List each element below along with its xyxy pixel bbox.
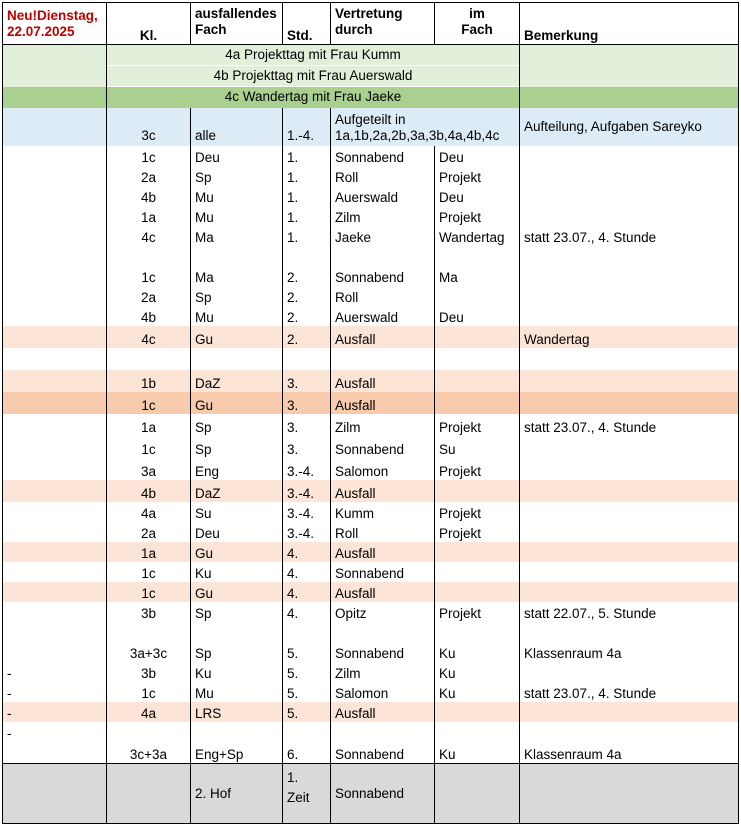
table-row [3,414,739,436]
row-substitute: Kumm [331,502,435,522]
row-hour [283,348,331,370]
row-subject: Mu [191,206,283,226]
row-note [520,246,739,266]
row-substitute: Ausfall [331,702,435,722]
row-hour: 2. [283,286,331,306]
split-substitute [331,108,520,146]
row-subject: Sp [191,414,283,436]
row-substitute: Roll [331,522,435,542]
row-substitute: Sonnabend [331,436,435,458]
row-hour: 1. [283,186,331,206]
table-row [3,522,739,542]
table-row [3,436,739,458]
row-in-subject: Deu [435,186,520,206]
row-note [520,502,739,522]
date-cell [3,3,107,45]
row-class: 4b [107,306,191,326]
row-note [520,480,739,502]
header-subject-line-1: ausfallendes [195,6,277,21]
row-note: statt 23.07., 4. Stunde [520,226,739,246]
row-pre [3,348,107,370]
row-hour: 2. [283,326,331,348]
row-note: Klassenraum 4a [520,742,739,764]
row-note [520,622,739,642]
row-hour [283,722,331,742]
banner-spacer-right [520,45,739,66]
row-pre [3,166,107,186]
row-in-subject: Ku [435,662,520,682]
row-subject: Sp [191,436,283,458]
row-hour [283,246,331,266]
row-class: 1a [107,414,191,436]
header-in-subject-line-2: Fach [461,22,493,37]
table-row [3,602,739,622]
row-hour: 5. [283,662,331,682]
table-row [3,480,739,502]
row-note [520,306,739,326]
banner-spacer-right [520,87,739,108]
row-substitute: Zilm [331,206,435,226]
row-pre [3,266,107,286]
row-note [520,348,739,370]
row-class: 3a+3c [107,642,191,662]
row-note [520,146,739,166]
table-row [3,392,739,414]
row-in-subject [435,392,520,414]
row-note [520,722,739,742]
row-substitute: Salomon [331,458,435,480]
row-pre [3,522,107,542]
row-subject: Gu [191,326,283,348]
row-subject [191,246,283,266]
row-substitute: Ausfall [331,480,435,502]
row-subject: Ma [191,266,283,286]
substitution-table [2,2,739,824]
row-substitute: Auerswald [331,186,435,206]
row-in-subject [435,622,520,642]
row-class: 4c [107,226,191,246]
banner-spacer-left [3,45,107,66]
row-class: 2a [107,166,191,186]
row-pre: - [3,702,107,722]
row-pre [3,502,107,522]
split-row [3,108,739,146]
header-subject [191,3,283,45]
row-hour: 3. [283,370,331,392]
row-note [520,582,739,602]
row-pre [3,414,107,436]
banner-spacer-left [3,87,107,108]
footer-hour-line-1: 1. [287,770,299,785]
banner-4c: 4c Wandertag mit Frau Jaeke [107,87,520,108]
row-in-subject: Deu [435,306,520,326]
row-class: 4b [107,186,191,206]
row-pre [3,146,107,166]
banner-4a: 4a Projekttag mit Frau Kumm [107,45,520,66]
row-class [107,722,191,742]
row-class: 1c [107,562,191,582]
row-class: 2a [107,286,191,306]
row-pre: - [3,682,107,702]
row-in-subject [435,542,520,562]
table-row [3,166,739,186]
row-class: 1c [107,146,191,166]
table-row [3,502,739,522]
banner-spacer-right [520,66,739,87]
row-note [520,662,739,682]
row-subject: Ku [191,662,283,682]
row-subject: Ku [191,562,283,582]
footer-substitute: Sonnabend [331,764,435,824]
row-substitute: Ausfall [331,392,435,414]
row-substitute: Sonnabend [331,642,435,662]
header-note: Bemerkung [520,3,739,45]
row-hour: 6. [283,742,331,764]
row-pre [3,458,107,480]
header-in-subject-line-1: im [469,6,485,21]
footer-subject: 2. Hof [191,764,283,824]
row-pre [3,542,107,562]
row-pre [3,622,107,642]
row-hour: 4. [283,602,331,622]
row-subject: Deu [191,146,283,166]
row-subject: Gu [191,582,283,602]
table-row [3,186,739,206]
footer-hour-line-2: Zeit [287,790,310,805]
row-in-subject: Projekt [435,206,520,226]
table-row [3,306,739,326]
banner-spacer-left [3,66,107,87]
date-line-2: 22.07.2025 [7,23,75,39]
row-hour: 1. [283,226,331,246]
row-substitute: Sonnabend [331,146,435,166]
row-class: 4a [107,702,191,722]
row-in-subject: Projekt [435,502,520,522]
row-subject: Mu [191,682,283,702]
row-note [520,206,739,226]
row-subject: Sp [191,286,283,306]
row-hour: 1. [283,166,331,186]
row-class: 4a [107,502,191,522]
header-substitute [331,3,435,45]
row-class: 3b [107,602,191,622]
row-subject: Sp [191,642,283,662]
row-substitute: Sonnabend [331,742,435,764]
row-substitute: Roll [331,286,435,306]
table-row [3,582,739,602]
row-class: 1c [107,392,191,414]
row-pre [3,306,107,326]
split-substitute-line-1: Aufgeteilt in [335,111,406,127]
banner-row [3,87,739,108]
row-note [520,702,739,722]
row-note: statt 22.07., 5. Stunde [520,602,739,622]
row-subject: Eng+Sp [191,742,283,764]
table-row [3,702,739,722]
row-pre [3,246,107,266]
row-pre [3,186,107,206]
row-class: 1b [107,370,191,392]
table-row [3,542,739,562]
row-substitute: Sonnabend [331,562,435,582]
row-note: Klassenraum 4a [520,642,739,662]
row-pre [3,226,107,246]
row-class: 1c [107,436,191,458]
footer-class [107,764,191,824]
row-class: 1a [107,542,191,562]
row-hour: 3.-4. [283,458,331,480]
header-substitute-line-2: durch [335,22,373,37]
footer-row [3,764,739,824]
row-substitute: Ausfall [331,326,435,348]
header-row [3,3,739,45]
banner-row [3,45,739,66]
row-hour: 5. [283,702,331,722]
row-hour: 1. [283,146,331,166]
footer-hour [283,764,331,824]
table-row [3,562,739,582]
row-substitute: Ausfall [331,370,435,392]
row-subject: Eng [191,458,283,480]
row-note [520,392,739,414]
row-substitute: Salomon [331,682,435,702]
row-subject: DaZ [191,370,283,392]
row-in-subject: Projekt [435,602,520,622]
table-row [3,742,739,764]
row-hour: 3.-4. [283,502,331,522]
table-row [3,622,739,642]
row-note [520,166,739,186]
row-in-subject: Ku [435,682,520,702]
row-note [520,370,739,392]
row-pre [3,436,107,458]
row-in-subject [435,480,520,502]
row-subject: Gu [191,542,283,562]
split-pre [3,108,107,146]
row-substitute [331,348,435,370]
date-line-1: Neu!Dienstag, [7,7,98,23]
row-subject: Deu [191,522,283,542]
row-hour: 3. [283,414,331,436]
row-subject: Mu [191,186,283,206]
row-pre [3,480,107,502]
banner-row [3,66,739,87]
row-hour: 4. [283,542,331,562]
row-class [107,622,191,642]
row-subject: Gu [191,392,283,414]
header-subject-line-2: Fach [195,22,227,37]
row-note [520,286,739,306]
table-row [3,642,739,662]
row-note [520,436,739,458]
row-note [520,522,739,542]
row-in-subject [435,722,520,742]
row-in-subject [435,370,520,392]
row-in-subject [435,702,520,722]
row-hour: 3.-4. [283,522,331,542]
banner-4b: 4b Projekttag mit Frau Auerswald [107,66,520,87]
row-subject [191,622,283,642]
row-in-subject [435,582,520,602]
row-substitute: Jaeke [331,226,435,246]
table-row [3,326,739,348]
row-hour: 2. [283,306,331,326]
row-class: 2a [107,522,191,542]
row-subject [191,722,283,742]
row-subject: Mu [191,306,283,326]
row-substitute: Ausfall [331,582,435,602]
row-hour: 2. [283,266,331,286]
row-class: 4b [107,480,191,502]
row-in-subject: Ku [435,742,520,764]
row-class: 3a [107,458,191,480]
split-note: Aufteilung, Aufgaben Sareyko [520,108,739,146]
row-pre [3,370,107,392]
split-subject: alle [191,108,283,146]
row-in-subject [435,562,520,582]
row-note: statt 23.07., 4. Stunde [520,414,739,436]
row-pre [3,582,107,602]
row-substitute [331,622,435,642]
table-row [3,266,739,286]
row-class: 1c [107,266,191,286]
row-pre: - [3,662,107,682]
row-in-subject: Ma [435,266,520,286]
row-class: 4c [107,326,191,348]
row-class: 1c [107,582,191,602]
row-substitute: Auerswald [331,306,435,326]
row-pre [3,392,107,414]
split-hour: 1.-4. [283,108,331,146]
row-substitute: Roll [331,166,435,186]
row-in-subject [435,326,520,348]
row-note [520,458,739,480]
row-in-subject: Projekt [435,458,520,480]
row-hour: 3. [283,392,331,414]
row-in-subject: Deu [435,146,520,166]
row-subject: Ma [191,226,283,246]
row-note [520,542,739,562]
row-pre [3,286,107,306]
table-row [3,206,739,226]
row-pre [3,562,107,582]
footer-in-subject [435,764,520,824]
row-subject: DaZ [191,480,283,502]
row-hour: 4. [283,562,331,582]
header-in-subject [435,3,520,45]
row-subject: LRS [191,702,283,722]
row-in-subject: Wandertag [435,226,520,246]
row-pre [3,642,107,662]
table-row [3,146,739,166]
row-class: 3b [107,662,191,682]
table-row [3,722,739,742]
table-row [3,458,739,480]
row-substitute [331,246,435,266]
split-substitute-line-2: 1a,1b,2a,2b,3a,3b,4a,4b,4c [335,127,500,143]
table-row [3,286,739,306]
row-pre [3,602,107,622]
row-note [520,186,739,206]
row-class [107,348,191,370]
row-pre [3,742,107,764]
table-row [3,226,739,246]
row-hour: 1. [283,206,331,226]
row-subject: Sp [191,602,283,622]
header-hour: Std. [283,3,331,45]
split-class: 3c [107,108,191,146]
row-pre: - [3,722,107,742]
row-substitute [331,722,435,742]
row-note: statt 23.07., 4. Stunde [520,682,739,702]
row-substitute: Zilm [331,662,435,682]
row-subject: Sp [191,166,283,186]
row-subject [191,348,283,370]
table-row [3,348,739,370]
row-hour: 4. [283,582,331,602]
header-substitute-line-1: Vertretung [335,6,403,21]
footer-note [520,764,739,824]
row-hour: 3. [283,436,331,458]
row-substitute: Zilm [331,414,435,436]
row-pre [3,206,107,226]
row-substitute: Ausfall [331,542,435,562]
table-row [3,370,739,392]
row-substitute: Opitz [331,602,435,622]
row-class [107,246,191,266]
row-hour [283,622,331,642]
header-class: Kl. [107,3,191,45]
row-in-subject: Projekt [435,522,520,542]
row-in-subject [435,286,520,306]
row-class: 1a [107,206,191,226]
row-in-subject [435,246,520,266]
row-hour: 3.-4. [283,480,331,502]
row-in-subject: Projekt [435,414,520,436]
row-note [520,266,739,286]
row-in-subject [435,348,520,370]
row-subject: Su [191,502,283,522]
row-in-subject: Su [435,436,520,458]
row-substitute: Sonnabend [331,266,435,286]
row-in-subject: Projekt [435,166,520,186]
footer-pre [3,764,107,824]
table-row [3,662,739,682]
row-hour: 5. [283,682,331,702]
row-in-subject: Ku [435,642,520,662]
row-hour: 5. [283,642,331,662]
row-note: Wandertag [520,326,739,348]
row-class: 1c [107,682,191,702]
row-class: 3c+3a [107,742,191,764]
table-row [3,682,739,702]
row-pre [3,326,107,348]
row-note [520,562,739,582]
table-row [3,246,739,266]
